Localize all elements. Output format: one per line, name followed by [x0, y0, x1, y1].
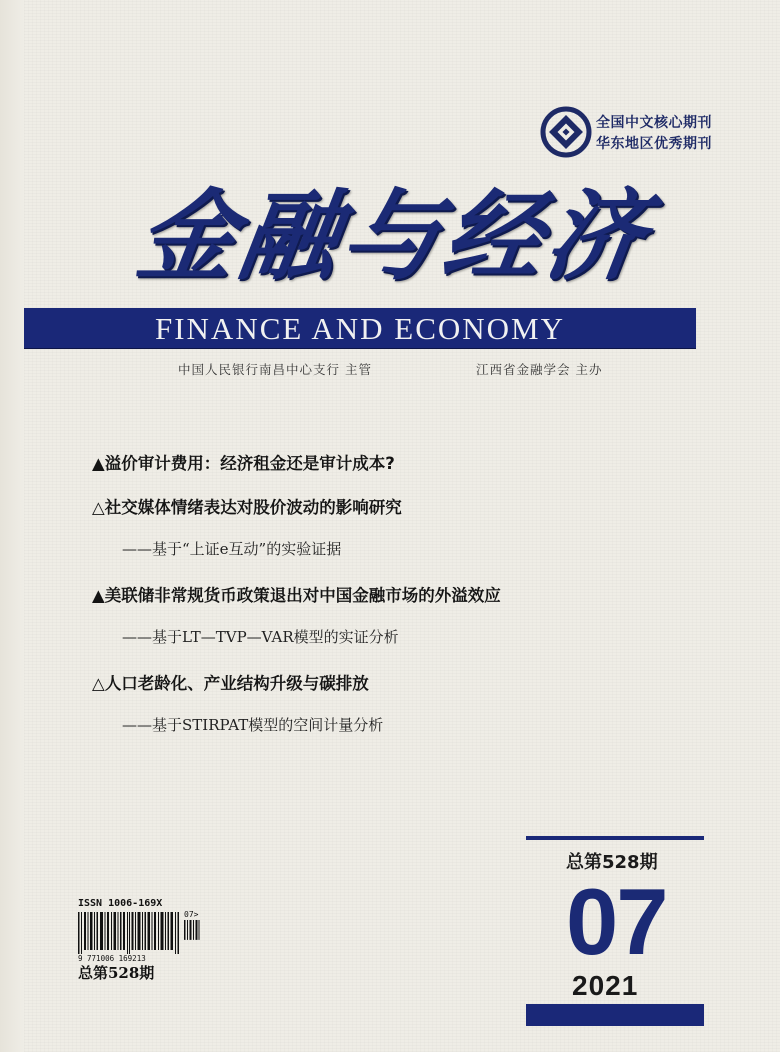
barcode-digits: 9 771006 169213 [78, 954, 146, 963]
core-journal-logo-icon [540, 106, 592, 158]
article-title-1 [92, 450, 395, 474]
barcode-total-issue: 总第528期 [78, 964, 155, 982]
issue-total-number: 总第528期 [566, 852, 658, 873]
article-title-text: 美联储非常规货币政策退出对中国金融市场的外溢效应 [104, 586, 501, 605]
article-title-3 [92, 582, 501, 606]
sponsor-text: 江西省金融学会 主办 [476, 362, 603, 377]
supervisor-text: 中国人民银行南昌中心支行 主管 [178, 362, 372, 377]
article-marker: ▲ [92, 586, 105, 605]
barcode-addon-icon [184, 920, 200, 946]
issue-number: 07 [566, 869, 667, 974]
article-title-2 [92, 494, 402, 518]
article-marker: ▲ [92, 454, 105, 473]
issue-rule-top [526, 836, 704, 840]
article-subtitle-3: ——基于LT—TVP—VAR模型的实证分析 [122, 628, 399, 646]
core-journal-badge [540, 106, 760, 162]
article-title-text: 社交媒体情绪表达对股价波动的影响研究 [104, 498, 402, 517]
badge-line-east-china: 华东地区优秀期刊 [596, 136, 712, 152]
badge-line-core: 全国中文核心期刊 [596, 115, 712, 131]
article-marker: △ [92, 498, 105, 517]
issn-label: ISSN 1006-169X [78, 898, 163, 909]
barcode-addon-text: 07> [184, 910, 199, 919]
article-title-text: 溢价审计费用：经济租金还是审计成本? [104, 454, 395, 473]
article-subtitle-4: ——基于STIRPAT模型的空间计量分析 [122, 716, 384, 734]
spine-shade [0, 0, 24, 1052]
article-marker: △ [92, 674, 105, 693]
masthead-title-english: FINANCE AND ECONOMY [154, 311, 565, 346]
article-subtitle-2: ——基于“上证e互动”的实验证据 [122, 540, 342, 558]
issue-rule-bottom [526, 1004, 704, 1026]
article-title-4 [92, 670, 369, 694]
barcode-icon [78, 912, 182, 954]
masthead-title-chinese: 金融与经济 [129, 179, 657, 294]
issue-year: 2021 [572, 970, 639, 1001]
article-title-text: 人口老龄化、产业结构升级与碳排放 [104, 674, 369, 693]
